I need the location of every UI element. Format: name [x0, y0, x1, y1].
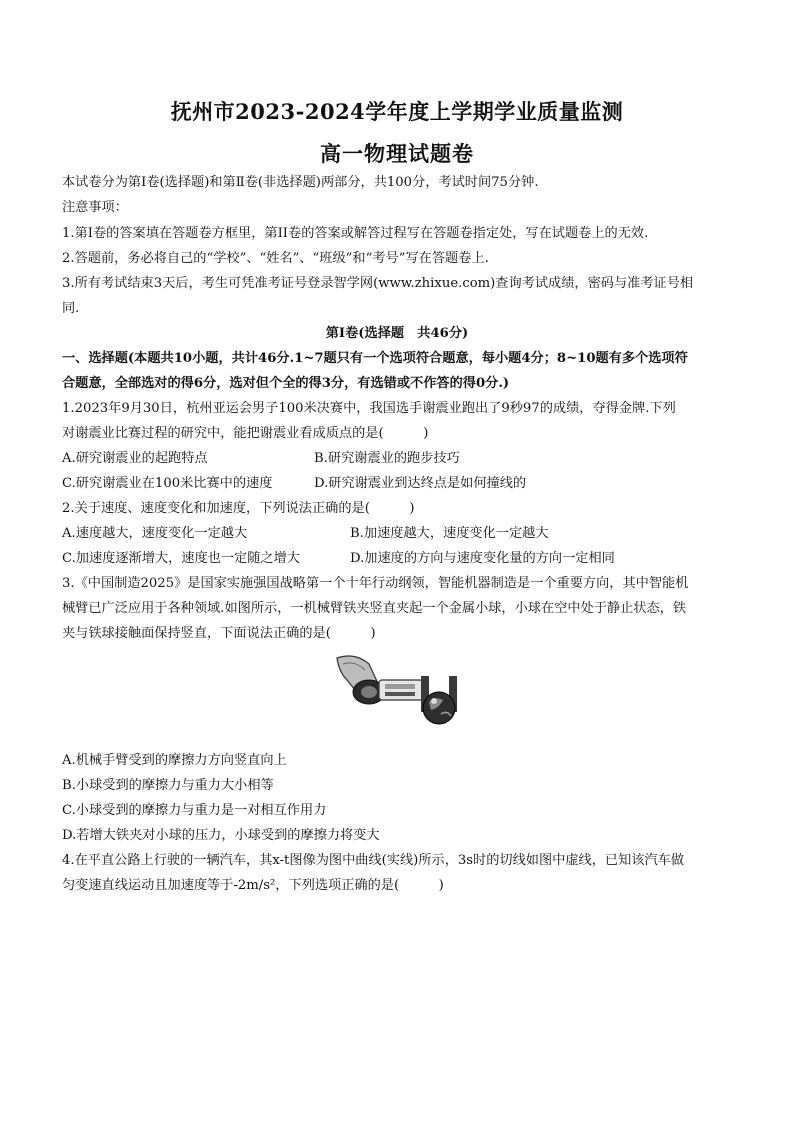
q2-option-a: A.速度越大，速度变化一定越大: [62, 526, 248, 541]
note-item-2: 2.答题前，务必将自己的“学校”、“姓名”、“班级”和“考号”写在答题卷上.: [62, 251, 489, 266]
q3-option-b: B.小球受到的摩擦力与重力大小相等: [62, 778, 274, 793]
q1-option-a: A.研究谢震业的起跑特点: [62, 451, 208, 466]
q2-option-b: B.加速度越大，速度变化一定越大: [350, 526, 549, 541]
intro-text: 本试卷分为第Ⅰ卷(选择题)和第Ⅱ卷(非选择题)两部分，共100分，考试时间75分钟.: [62, 175, 539, 190]
section-instruction-1: 一、选择题(本题共10小题，共计46分.1~7题只有一个选项符合题意，每小题4分；8~10题有多个选项符: [62, 351, 688, 366]
robot-arm-illustration: [325, 650, 465, 742]
q3-option-a: A.机械手臂受到的摩擦力方向竖直向上: [62, 753, 287, 768]
q2-option-c: C.加速度逐渐增大，速度也一定随之增大: [62, 551, 300, 566]
q2-stem-1: 2.关于速度、速度变化和加速度，下列说法正确的是( ): [62, 501, 415, 516]
q1-option-d: D.研究谢震业到达终点是如何撞线的: [314, 476, 527, 491]
section-title: 第Ⅰ卷(选择题 共46分): [325, 326, 469, 341]
notes-heading: 注意事项：: [62, 200, 128, 215]
q3-option-c: C.小球受到的摩擦力与重力是一对相互作用力: [62, 803, 327, 818]
q1-stem-2: 对谢震业比赛过程的研究中，能把谢震业看成质点的是( ): [62, 426, 429, 441]
q2-option-d: D.加速度的方向与速度变化量的方向一定相同: [350, 551, 615, 566]
q3-stem-1: 3.《中国制造2025》是国家实施强国战略第一个十年行动纲领，智能机器制造是一个重要方向，其中智能机: [62, 576, 689, 591]
q1-option-b: B.研究谢震业的跑步技巧: [314, 451, 460, 466]
note-item-3: 3.所有考试结束3天后，考生可凭准考证号登录智学网(www.zhixue.com)查询考试成绩，密码与准考证号相: [62, 276, 694, 291]
robot-arm-clamp-figure: [325, 650, 465, 742]
note-item-1: 1.第Ⅰ卷的答案填在答题卷方框里，第ⅠⅠ卷的答案或解答过程写在答题卷指定处，写在试题卷上的无效.: [62, 226, 649, 241]
q3-stem-2: 械臂已广泛应用于各种领域.如图所示，一机械臂铁夹竖直夹起一个金属小球，小球在空中处于静止状态，铁: [62, 601, 687, 616]
note-item-3-cont: 同.: [62, 301, 80, 316]
section-instruction-2: 合题意，全部选对的得6分，选对但个全的得3分，有选错或不作答的得0分.): [62, 376, 510, 391]
exam-subtitle: 高一物理试题卷: [320, 141, 474, 166]
q3-option-d: D.若增大铁夹对小球的压力，小球受到的摩擦力将变大: [62, 828, 380, 843]
q4-stem-2: 匀变速直线运动且加速度等于-2m/s²，下列选项正确的是( ): [62, 878, 444, 893]
q1-stem-1: 1.2023年9月30日，杭州亚运会男子100米决赛中，我国选手谢震业跑出了9秒97的成绩，夺得金牌.下列: [62, 401, 676, 416]
exam-title: 抚州市2023-2024学年度上学期学业质量监测: [170, 99, 624, 124]
q4-stem-1: 4.在平直公路上行驶的一辆汽车，其x-t图像为图中曲线(实线)所示，3s时的切线如图中虚线，已知该汽车做: [62, 853, 685, 868]
q3-stem-3: 夹与铁球接触面保持竖直，下面说法正确的是( ): [62, 626, 376, 641]
q1-option-c: C.研究谢震业在100米比赛中的速度: [62, 476, 273, 491]
